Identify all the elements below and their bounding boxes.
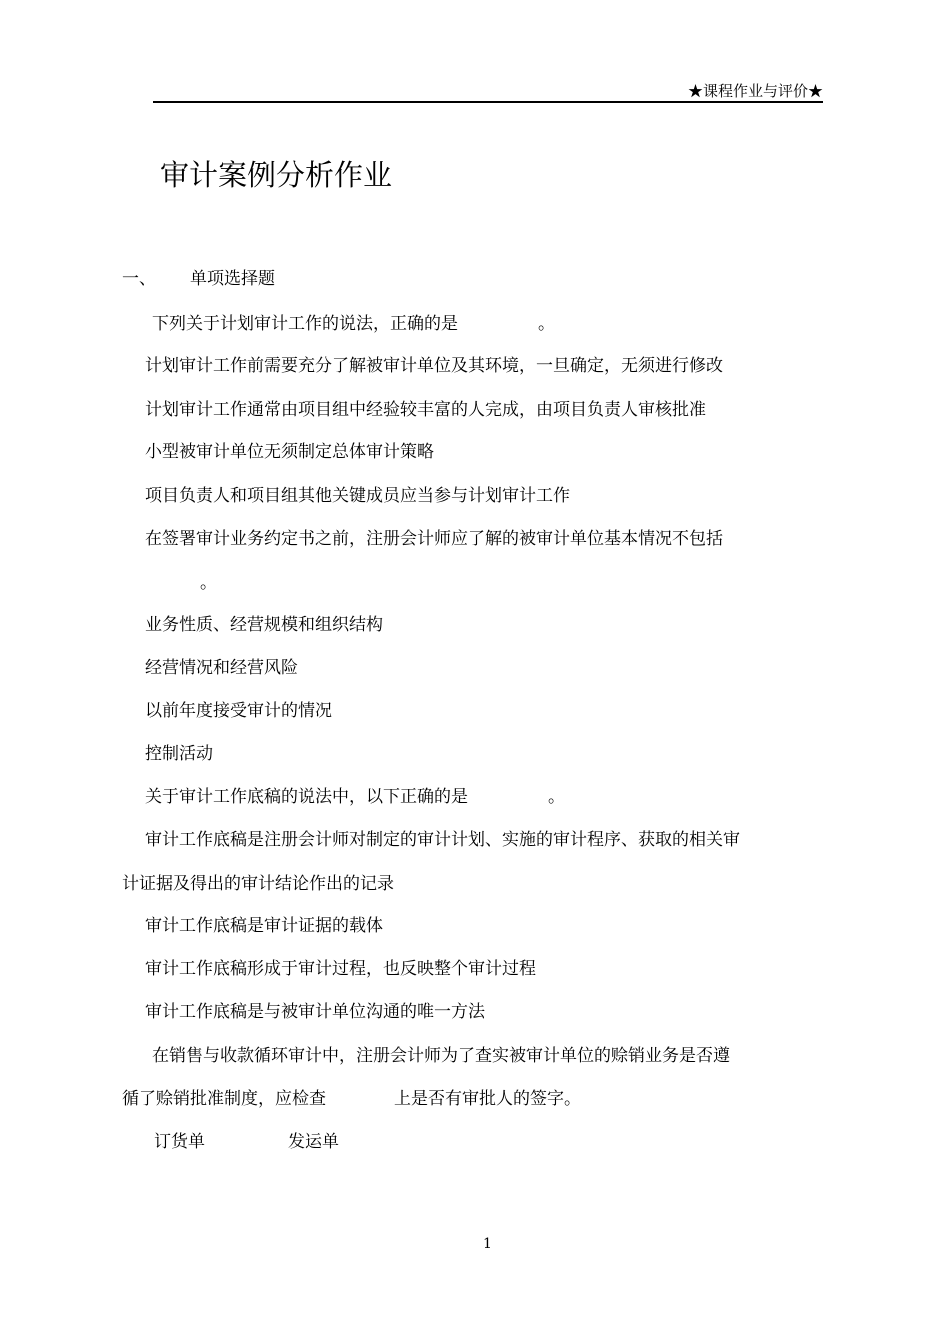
question-1-stem-text: 下列关于计划审计工作的说法，正确的是 — [152, 314, 458, 334]
question-3-stem-text: 关于审计工作底稿的说法中，以下正确的是 — [145, 787, 468, 807]
section-number: 一、 — [122, 269, 156, 289]
page-number: 1 — [483, 1236, 492, 1252]
question-2-stem-end: 。 — [200, 573, 217, 593]
question-4-stem-line-2 — [122, 1088, 581, 1110]
question-2-stem: 在签署审计业务约定书之前，注册会计师应了解的被审计单位基本情况不包括 — [145, 529, 723, 549]
question-1-option-d: 项目负责人和项目组其他关键成员应当参与计划审计工作 — [145, 486, 570, 506]
question-4-stem-part-1: 循了赊销批准制度，应检查 — [122, 1089, 326, 1109]
header-rule — [153, 101, 823, 103]
question-2-option-a: 业务性质、经营规模和组织结构 — [145, 615, 383, 635]
question-3-option-a-line-1: 审计工作底稿是注册会计师对制定的审计计划、实施的审计程序、获取的相关审 — [145, 830, 740, 850]
question-4-option-b: 发运单 — [288, 1132, 339, 1152]
question-3-option-b: 审计工作底稿是审计证据的载体 — [145, 916, 383, 936]
section-heading: 单项选择题 — [190, 269, 275, 289]
question-3-option-c: 审计工作底稿形成于审计过程，也反映整个审计过程 — [145, 959, 536, 979]
header-course-label: ★课程作业与评价★ — [687, 82, 823, 100]
question-4-stem-line-1: 在销售与收款循环审计中，注册会计师为了查实被审计单位的赊销业务是否遵 — [152, 1046, 730, 1066]
question-1-stem — [152, 313, 555, 335]
question-4-stem-part-2: 上是否有审批人的签字。 — [394, 1089, 581, 1109]
question-1-option-a: 计划审计工作前需要充分了解被审计单位及其环境，一旦确定，无须进行修改 — [145, 356, 723, 376]
question-3-option-d: 审计工作底稿是与被审计单位沟通的唯一方法 — [145, 1002, 485, 1022]
page-title: 审计案例分析作业 — [160, 158, 393, 192]
question-1-option-b: 计划审计工作通常由项目组中经验较丰富的人完成，由项目负责人审核批准 — [145, 400, 706, 420]
question-2-option-d: 控制活动 — [145, 744, 213, 764]
question-3-stem — [145, 786, 565, 808]
question-3-option-a-line-2: 计证据及得出的审计结论作出的记录 — [122, 874, 394, 894]
question-1-stem-end: 。 — [538, 314, 555, 334]
question-1-option-c: 小型被审计单位无须制定总体审计策略 — [145, 442, 434, 462]
question-4-option-a: 订货单 — [154, 1132, 205, 1152]
question-2-option-c: 以前年度接受审计的情况 — [145, 701, 332, 721]
question-3-stem-end: 。 — [548, 787, 565, 807]
question-2-option-b: 经营情况和经营风险 — [145, 658, 298, 678]
